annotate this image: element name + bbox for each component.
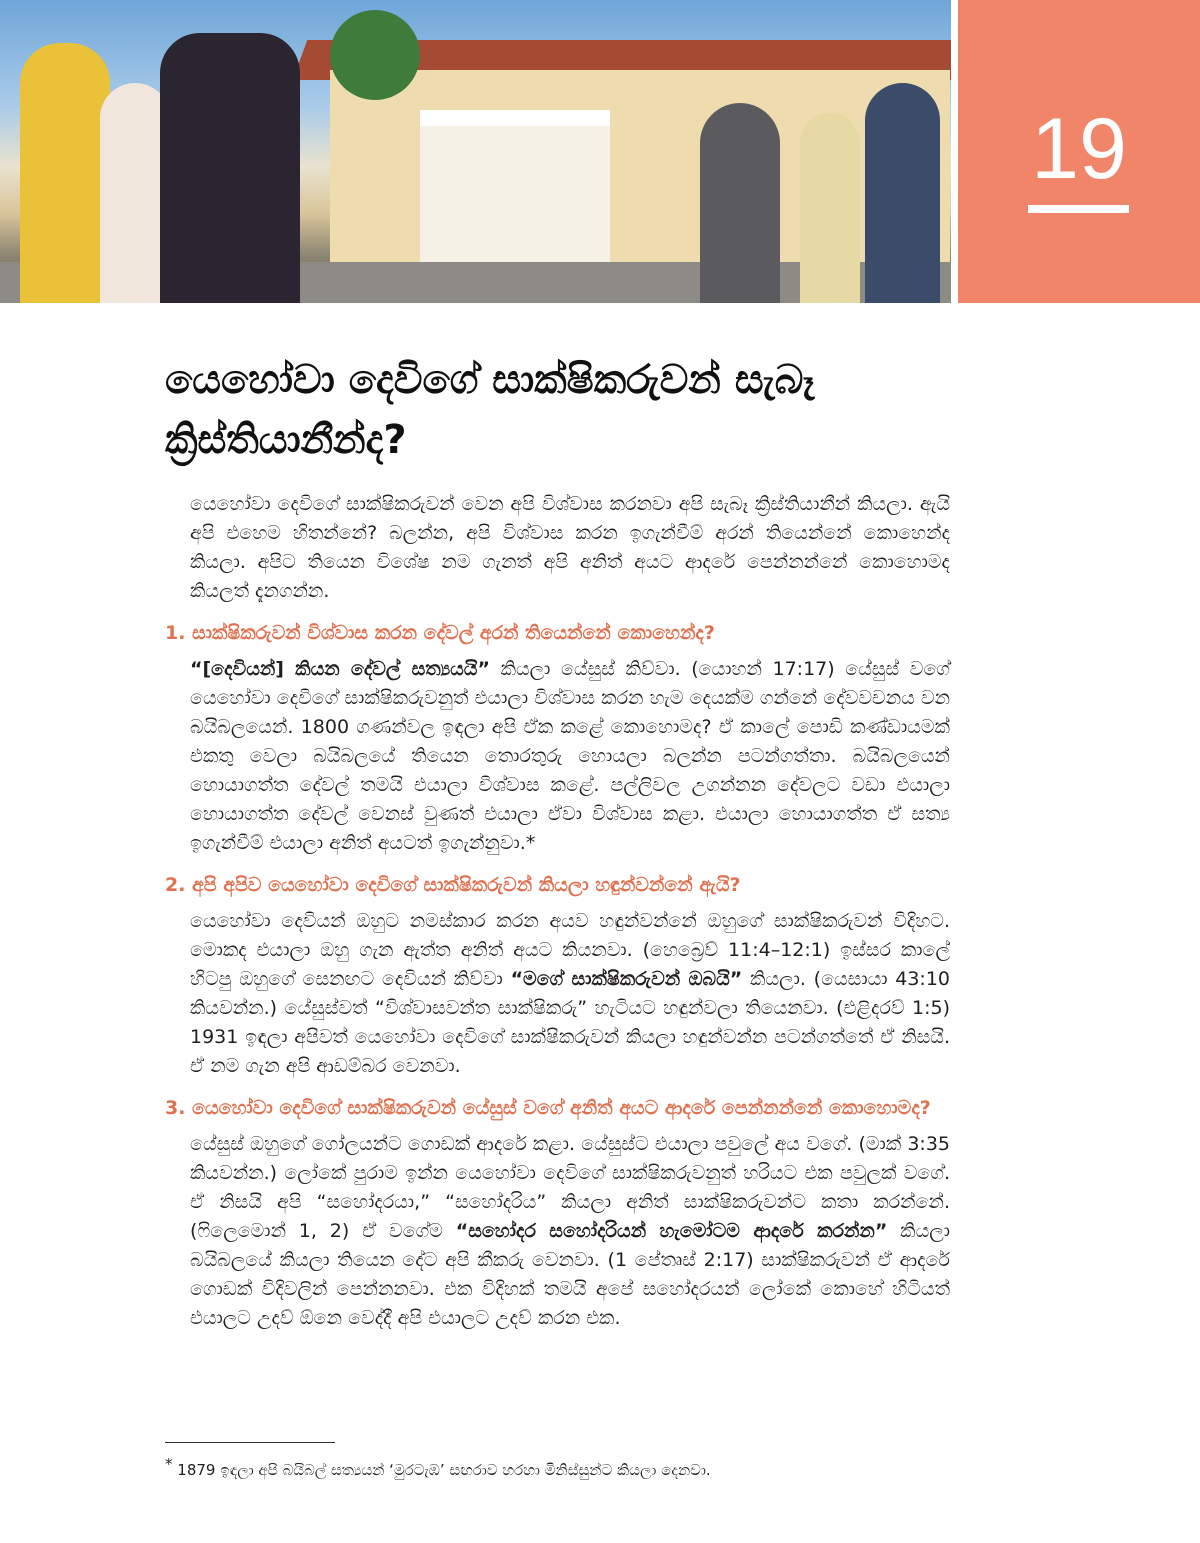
- header-photo: [0, 0, 951, 303]
- section-heading-3: 3. යෙහෝවා දෙවිගේ සාක්ෂිකරුවන් යේසුස් වගේ අනිත් අයට ආදරේ පෙන්නන්නේ කොහොමද?: [165, 1097, 931, 1119]
- bold-quote: “සහෝදර සහෝදරියන් හැමෝටම ආදරේ කරන්න”: [455, 1220, 888, 1242]
- footnote-marker: *: [165, 1455, 173, 1473]
- footnote-divider: [165, 1442, 335, 1443]
- paragraph-text: කියලා යේසුස් කිව්වා. (යොහන් 17:17) යේසුස් වගේ යෙහෝවා දෙවිගේ සාක්ෂිකරුවනුත් එයාලා විශ්වාස කරන හැම දෙයක්ම ගන්නේ දේවවචනය වන බයිබලයෙන්. 1800 ගණන්වල ඉඳලා අපි ඒක කළේ කොහොමද? ඒ කාලේ පොඩි කණ්ඩායමක් එකතු වෙලා බයිබලයේ තියෙන තොරතුරු හොයලා බලන්න පටන්ගත්තා. බයිබලයෙන් හොයාගත්ත දේවල් තමයි එයාලා විශ්වාස කළේ. පල්ලිවල උගන්නන දේවලට වඩා එයාලා හොයාගත්ත දේවල් වෙනස් වුණත් එයාලා ඒවා විශ්වාස කළා. එයාලා හොයාගත්ත ඒ සත්‍ය ඉගැන්වීම් එයාලා අනිත් අයටත් ඉගැන්නුවා.*: [190, 658, 950, 854]
- section-heading-2: 2. අපි අපිව යෙහෝවා දෙවිගේ සාක්ෂිකරුවන් කියලා හඳුන්වන්නේ ඇයි?: [165, 874, 741, 896]
- intro-paragraph: යෙහෝවා දෙවිගේ සාක්ෂිකරුවන් වෙන අපි විශ්වාස කරනවා අපි සැබෑ ක්‍රිස්තියානීන් කියලා. ඇයි අපි එහෙම හිතන්නේ? බලන්න, අපි විශ්වාස කරන ඉගැන්වීම් අරන් තියෙන්නේ කොහෙන්ද කියලා. අපිට තියෙන විශේෂ නම ගැනත් අපි අනිත් අයට ආදරේ පෙන්නන්නේ කොහොමද කියලත් දැනගන්න.: [190, 493, 950, 602]
- footnote: [165, 1453, 711, 1481]
- paragraph-text: යෙහෝවා දෙවියන් ඔහුට නමස්කාර කරන අයව හඳුන්වන්නේ ඔහුගේ සාක්ෂිකරුවන් විදිහට. මොකද එයාලා ඔහු ගැන ඇත්ත අනිත් අයට කියනවා. (හෙබ්‍රෙව් 11:4–12:1) ඉස්සර කාලේ හිටපු ඔහුගේ සෙනඟට දෙවියන් කිව්වා: [190, 910, 950, 990]
- section-paragraph-3: [190, 1130, 950, 1333]
- photo-person: [865, 83, 940, 303]
- photo-person: [700, 103, 780, 303]
- section-paragraph-2: [190, 907, 950, 1081]
- section-paragraph-1: [190, 655, 950, 858]
- photo-palm-tree: [330, 10, 420, 100]
- lesson-number: 19: [1031, 101, 1127, 197]
- footnote-text: 1879 ඉඳලා අපි බයිබල් සත්‍යයන් ‘මුරටැඹ’ සඟරාව හරහා මිනිස්සුන්ට කියලා දෙනවා.: [177, 1461, 711, 1479]
- paragraph-text: කියලා. (යෙසායා 43:10 කියවන්න.) යේසුස්වත් “විශ්වාසවන්ත සාක්ෂිකරු” හැටියට හඳුන්වලා තියෙනවා. (එළිදරව් 1:5) 1931 ඉඳලා අපිවත් යෙහෝවා දෙවිගේ සාක්ෂිකරුවන් කියලා හඳුන්වන්න පටන්ගත්තේ ඒ නිසයි. ඒ නම ගැන අපි ආඩම්බර වෙනවා.: [190, 968, 950, 1077]
- lesson-content: [165, 490, 950, 1345]
- photo-porch: [420, 110, 610, 286]
- page-title: යෙහෝවා දෙවිගේ සාක්ෂිකරුවන් සැබෑ ක්‍රිස්තියානීන්ද?: [165, 357, 815, 463]
- paragraph-text: යේසුස් ඔහුගේ ගෝලයන්ට ගොඩක් ආදරේ කළා. යේසුස්ට එයාලා පවුලේ අය වගේ. (මාක් 3:35 කියවන්න.) ලෝකේ පුරාම ඉන්න යෙහෝවා දෙවිගේ සාක්ෂිකරුවනුත් හරියට එක පවුලක් වගේ. ඒ නිසයි අපි “සහෝදරයා,” “සහෝදරිය” කියලා අනිත් සාක්ෂිකරුවන්ට කතා කරන්නේ. (ෆිලෙමොන් 1, 2) ඒ වගේම: [190, 1133, 950, 1242]
- photo-person: [800, 113, 860, 303]
- lesson-number-badge: [958, 0, 1200, 303]
- lesson-number-underline: [1028, 205, 1129, 213]
- photo-person: [20, 43, 110, 303]
- photo-person: [160, 33, 300, 303]
- section-heading-1: 1. සාක්ෂිකරුවන් විශ්වාස කරන දේවල් අරන් තියෙන්නේ කොහෙන්ද?: [165, 622, 715, 644]
- bold-quote: “මගේ සාක්ෂිකරුවන් ඔබයි”: [510, 968, 743, 990]
- paragraph-text: කියලා බයිබලයේ කියලා තියෙන දේට අපි කීකරු වෙනවා. (1 පේතෘස් 2:17) සාක්ෂිකරුවන් ඒ ආදරේ ගොඩක් විදිවලින් පෙන්නනවා. එක විදිහක් තමයි අපේ සහෝදරයන් ලෝකේ කොහේ හිටියත් එයාලට උදව් ඕනෙ වෙද්දී අපි එයාලට උදව් කරන එක.: [190, 1220, 950, 1329]
- bold-quote: “[දෙවියන්] කියන දේවල් සත්‍යයයි”: [190, 658, 490, 680]
